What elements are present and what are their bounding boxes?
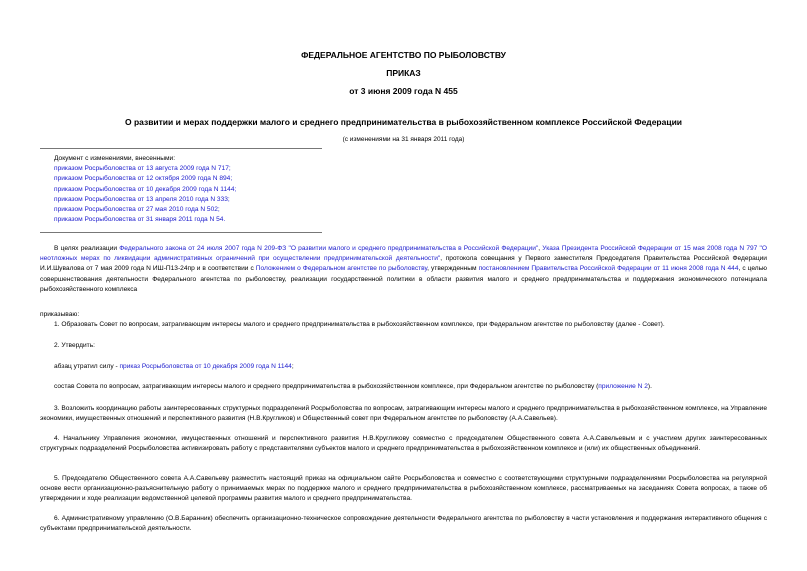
paragraph-5: 5. Председателю Общественного совета А.А.Савельеву разместить настоящий приказ на официальном сайте Росрыболовства и совместно с соответствующими структурными подразделениями Росрыболовства на регулярной основе вести организационно-разъяснительную работу о принимаемых мерах по поддержке малого и среднего предпринимательства в рыбохозяйственном комплексе, рассматриваемых на заседаниях Совета вопросах, а также об утверждении и ходе реализации ведомственной целевой программы развития малого и среднего предпринимательства. (40, 475, 767, 503)
divider-bottom (40, 232, 322, 233)
divider-top (40, 148, 322, 149)
agency-name: ФЕДЕРАЛЬНОЕ АГЕНТСТВО ПО РЫБОЛОВСТВУ (301, 50, 506, 60)
change-link[interactable]: приказом Росрыболовства от 31 января 2011 года N 54. (54, 216, 226, 224)
paragraph-3: 3. Возложить координацию работы заинтересованных структурных подразделений Росрыболовства по вопросам, затрагивающим интересы малого и среднего предпринимательства в рыбохозяйственном комплексе, на Управление экономики, имущественных отношений и перспективного развития (Н.В.Кругликов) и Общественный совет при Федеральном агентстве по рыболовству (А.А.Савельев). (40, 405, 767, 423)
change-link[interactable]: приказом Росрыболовства от 13 августа 2009 года N 717; (54, 165, 231, 173)
paragraph-6: 6. Административному управлению (О.В.Баранник) обеспечить организационно-техническое сопровождение деятельности Федерального агентства по рыболовству в части установления и поддержания интерактивного общения с субъектами предпринимательской деятельности. (40, 515, 767, 533)
paragraph-2b: состав Совета по вопросам, затрагивающим интересы малого и среднего предпринимательства в рыбохозяйственном комплексе, при Федеральном агентстве по рыболовству (приложение N 2). (54, 383, 652, 390)
repealing-order-link[interactable]: приказ Росрыболовства от 10 декабря 2009 года N 1144 (119, 363, 292, 370)
change-link[interactable]: приказом Росрыболовства от 10 декабря 2009 года N 1144; (54, 185, 237, 193)
presidential-decree-link[interactable]: Указа Президента Российской Федерации от 15 мая 2008 года N 797 "О неотложных мерах по ликвидации административных ограничений при осуществлении предпринимательской деятельности" (40, 245, 768, 263)
government-resolution-link[interactable]: постановлением Правительства Российской Федерации от 11 июня 2008 года N 444 (478, 265, 739, 273)
agency-regulation-link[interactable]: Положением о Федеральном агентстве по рыболовству (255, 265, 428, 273)
doc-date-number: от 3 июня 2009 года N 455 (349, 86, 458, 96)
changes-list (54, 154, 236, 225)
appendix-2-link[interactable]: приложение N 2 (598, 383, 648, 390)
change-link[interactable]: приказом Росрыболовства от 12 октября 2009 года N 894; (54, 175, 233, 183)
change-link[interactable]: приказом Росрыболовства от 27 мая 2010 года N 502; (54, 206, 220, 214)
changes-note: (с изменениями на 31 января 2011 года) (342, 136, 465, 143)
doc-type: ПРИКАЗ (386, 68, 421, 78)
paragraph-2: 2. Утвердить: (54, 342, 95, 349)
doc-title: О развитии и мерах поддержки малого и среднего предпринимательства в рыбохозяйственном комплексе Российской Федерации (124, 117, 683, 127)
changes-heading: Документ с изменениями, внесенными: (54, 155, 176, 162)
paragraph-4: 4. Начальнику Управления экономики, имущественных отношений и перспективного развития Н.В.Кругликову совместно с председателем Общественного совета А.А.Савельевым и с участием других заинтересованных структурных подразделений Росрыболовства активизировать работу с представителями субъектов малого и среднего предпринимательства в рыбохозяйственном комплексе и (или) их общественных объединений. (40, 435, 767, 453)
federal-law-link[interactable]: Федерального закона от 24 июля 2007 года N 209-ФЗ "О развитии малого и среднего предпринимательства в Российской Федерации" (119, 245, 539, 252)
prikazyvayu: приказываю: (40, 311, 80, 318)
paragraph-2a: абзац утратил силу - приказ Росрыболовства от 10 декабря 2009 года N 1144; (54, 363, 294, 370)
change-link[interactable]: приказом Росрыболовства от 13 апреля 2010 года N 333; (54, 195, 230, 203)
paragraph-1: 1. Образовать Совет по вопросам, затрагивающим интересы малого и среднего предпринимательства в рыбохозяйственном комплексе, при Федеральном агентстве по рыболовству (далее - Совет). (54, 321, 665, 328)
intro-paragraph: В целях реализации Федерального закона от 24 июля 2007 года N 209-ФЗ "О развитии малого и среднего предпринимательства в Российской Федерации", Указа Президента Российской Федерации от 15 мая 2008 года N 797 "О неотложных мерах по ликвидации административных ограничений при осуществлении предпринимательской деятельности", протокола совещания у Первого заместителя Председателя Правительства Российской Федерации И.И.Шувалова от 7 мая 2009 года N ИШ-П13-24пр и в соответствии с Положением о Федеральном агентстве по рыболовству, утвержденным постановлением Правительства Российской Федерации от 11 июня 2008 года N 444, с целью совершенствования деятельности Федерального агентства по рыболовству, реализации государственной политики в области развития малого и среднего предпринимательства и поддержания экономического потенциала рыбохозяйственного комплекса (40, 245, 768, 293)
